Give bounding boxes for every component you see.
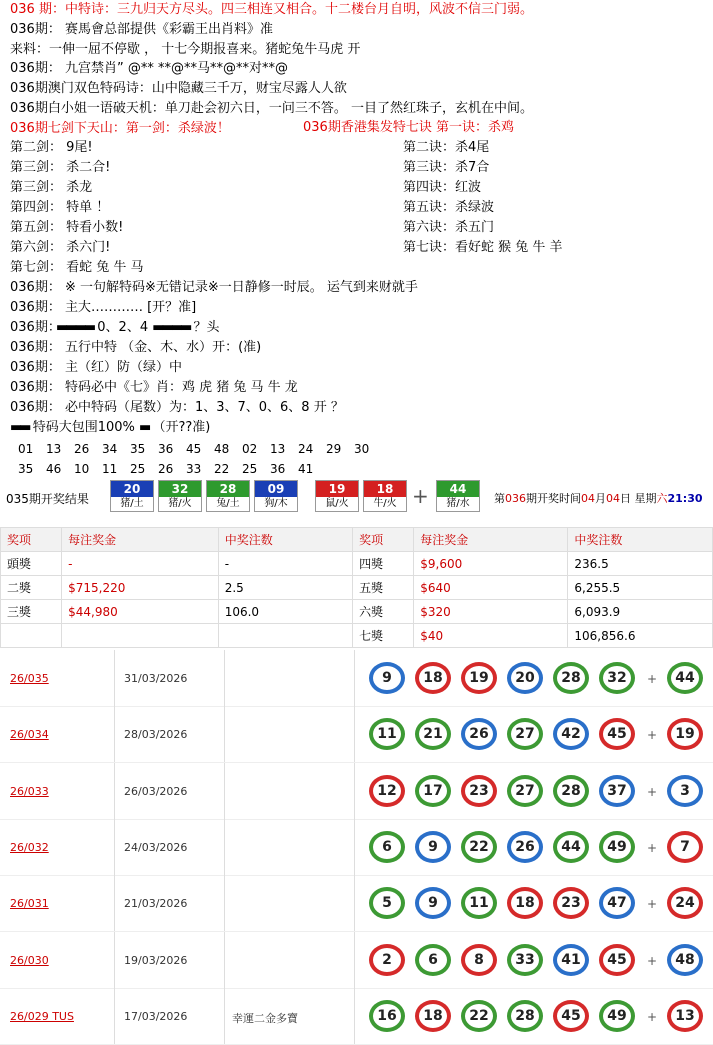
result-number: 32 <box>159 481 201 497</box>
jue-line: 第七诀：看好蛇 猴 兔 牛 羊 <box>403 240 563 255</box>
text-line: 来料：一伸一屈不停歇 ， 十七今期报喜来。猪蛇兔牛马虎 开 <box>10 41 361 57</box>
prize-row <box>1 576 713 600</box>
sword-line: 第五剑： 特看小数! <box>10 220 124 235</box>
special-ball: 24 <box>667 887 703 919</box>
history-row <box>0 706 713 763</box>
column-divider <box>224 932 225 988</box>
prize-cell: 6,255.5 <box>568 576 713 600</box>
prize-header-cell: 奖项 <box>353 528 414 552</box>
prize-cell: - <box>62 552 219 576</box>
prize-cell: 236.5 <box>568 552 713 576</box>
prize-cell: 106,856.6 <box>568 624 713 648</box>
draw-date: 28/03/2026 <box>124 728 188 742</box>
number-cell: 48 <box>214 442 230 456</box>
prize-cell: $9,600 <box>414 552 568 576</box>
history-row <box>0 875 713 932</box>
result-zodiac: 猪/火 <box>159 497 201 511</box>
lottery-ball: 45 <box>599 944 635 976</box>
special-ball: 48 <box>667 944 703 976</box>
number-cell: 01 <box>18 442 34 456</box>
number-cell: 46 <box>46 462 62 476</box>
prize-row <box>1 600 713 624</box>
lottery-ball: 9 <box>369 662 405 694</box>
number-cell: 34 <box>102 442 118 456</box>
lottery-ball: 42 <box>553 718 589 750</box>
result-zodiac: 鼠/火 <box>316 497 358 511</box>
info-line: 036期： <box>10 320 61 335</box>
prize-cell: 6,093.9 <box>568 600 713 624</box>
column-divider <box>114 650 115 706</box>
lottery-ball: 22 <box>461 831 497 863</box>
plus-sign: + <box>647 784 658 799</box>
prize-cell: 三獎 <box>1 600 62 624</box>
lottery-ball: 18 <box>507 887 543 919</box>
draw-date: 31/03/2026 <box>124 672 188 685</box>
number-cell: 35 <box>130 442 146 456</box>
lottery-ball: 37 <box>599 775 635 807</box>
draw-date: 17/03/2026 <box>124 1009 188 1023</box>
lottery-ball: 23 <box>553 887 589 919</box>
special-ball: 44 <box>667 662 703 694</box>
number-cell: 33 <box>186 462 202 476</box>
jue-line: 第六诀：杀五门 <box>403 220 495 235</box>
info-line: 036期： 主（红）防（绿）中 <box>10 360 182 375</box>
lottery-ball: 28 <box>507 1000 543 1032</box>
lottery-ball: 23 <box>461 775 497 807</box>
number-cell: 13 <box>46 442 62 456</box>
prize-header-cell: 中奖注数 <box>218 528 352 552</box>
prize-cell: 2.5 <box>218 576 352 600</box>
jue-line: 第四诀：红波 <box>403 180 482 195</box>
result-number: 19 <box>316 481 358 497</box>
number-row-1 <box>18 440 382 458</box>
special-ball: 13 <box>667 1000 703 1032</box>
history-row <box>0 650 713 707</box>
bar-line <box>56 318 220 338</box>
special-ball: 19 <box>667 718 703 750</box>
text-line: 036期： 赛馬會总部提供《彩霸王出肖料》准 <box>10 21 273 37</box>
lottery-ball: 2 <box>369 944 405 976</box>
baobao-line <box>10 418 210 438</box>
prize-table <box>0 527 713 648</box>
column-divider <box>114 875 115 931</box>
lottery-ball: 32 <box>599 662 635 694</box>
lottery-ball: 41 <box>553 944 589 976</box>
text-line: 036期七剑下天山：第一剑：杀绿波！ <box>10 120 230 136</box>
column-divider <box>114 819 115 875</box>
result-strip <box>0 478 713 514</box>
column-divider <box>114 932 115 988</box>
prize-cell: 頭獎 <box>1 552 62 576</box>
lottery-ball: 49 <box>599 831 635 863</box>
result-ball <box>110 480 154 512</box>
column-divider <box>114 706 115 762</box>
prize-header-cell: 中奖注数 <box>568 528 713 552</box>
prize-row <box>1 624 713 648</box>
column-divider <box>354 875 355 931</box>
prize-cell: $320 <box>414 600 568 624</box>
lottery-ball: 9 <box>415 831 451 863</box>
column-divider <box>224 650 225 706</box>
prize-cell <box>218 624 352 648</box>
bar-decoration: ▬▬▬▬ <box>152 320 190 335</box>
prize-cell: 七獎 <box>353 624 414 648</box>
number-cell: 45 <box>186 442 202 456</box>
draw-link[interactable]: 26/031 <box>10 897 49 911</box>
lottery-ball: 18 <box>415 662 451 694</box>
draw-date: 24/03/2026 <box>124 840 188 854</box>
result-number: 44 <box>437 481 479 497</box>
number-row-2 <box>18 460 326 478</box>
draw-link[interactable]: 26/035 <box>10 672 49 685</box>
column-divider <box>354 988 355 1044</box>
plus-sign: + <box>647 953 658 968</box>
result-label: 035期开奖结果 <box>6 492 89 506</box>
text-line: 036期白小姐一语破天机：单刀赴会初六日，一问三不答。 一目了然红珠子，玄机在中间。 <box>10 101 533 116</box>
draw-link[interactable]: 26/029 TUS <box>10 1009 74 1023</box>
prize-cell: $640 <box>414 576 568 600</box>
history-row <box>0 932 713 989</box>
lottery-ball: 28 <box>553 775 589 807</box>
baobao-tail: （开??准) <box>152 420 211 435</box>
result-zodiac: 猪/土 <box>111 497 153 511</box>
history-row <box>0 819 713 876</box>
info-line: 036期： ※ 一句解特码※无错记录※一日静修一时辰。 运气到来财就手 <box>10 280 418 295</box>
bar-line-tail: ？头 <box>193 320 220 335</box>
draw-note: 幸運二金多寶 <box>232 1011 298 1025</box>
lottery-ball: 28 <box>553 662 589 694</box>
jue-line: 第二诀：杀4尾 <box>403 140 490 155</box>
lottery-ball: 47 <box>599 887 635 919</box>
lottery-ball: 44 <box>553 831 589 863</box>
history-row <box>0 763 713 820</box>
lottery-ball: 8 <box>461 944 497 976</box>
plus-sign: + <box>647 728 658 743</box>
lottery-ball: 33 <box>507 944 543 976</box>
special-ball: 3 <box>667 775 703 807</box>
prize-cell: 五獎 <box>353 576 414 600</box>
prize-cell: $40 <box>414 624 568 648</box>
lottery-ball: 21 <box>415 718 451 750</box>
prize-cell <box>1 624 62 648</box>
column-divider <box>224 875 225 931</box>
prize-cell: 六獎 <box>353 600 414 624</box>
number-cell: 22 <box>214 462 230 476</box>
special-ball: 7 <box>667 831 703 863</box>
lottery-ball: 27 <box>507 775 543 807</box>
column-divider <box>354 706 355 762</box>
bar-decoration: ▬ <box>139 420 149 435</box>
sword-line: 第二剑： 9尾! <box>10 140 93 155</box>
number-cell: 26 <box>158 462 174 476</box>
lottery-ball: 6 <box>415 944 451 976</box>
prize-header-row <box>1 528 713 552</box>
prize-cell: - <box>218 552 352 576</box>
column-divider <box>224 763 225 819</box>
sword-line: 第六剑： 杀六门! <box>10 240 111 255</box>
hk-title: 036期香港集发特七诀 第一诀：杀鸡 <box>303 120 514 135</box>
prize-cell: 二獎 <box>1 576 62 600</box>
bar-line-text: 0、2、4 <box>97 320 149 335</box>
lottery-ball: 5 <box>369 887 405 919</box>
result-number: 28 <box>207 481 249 497</box>
column-divider <box>354 819 355 875</box>
sword-line: 第三剑： 杀龙 <box>10 180 93 195</box>
prize-row <box>1 552 713 576</box>
number-cell: 41 <box>298 462 314 476</box>
number-cell: 25 <box>130 462 146 476</box>
lottery-ball: 26 <box>507 831 543 863</box>
result-zodiac: 牛/火 <box>364 497 406 511</box>
lottery-ball: 45 <box>599 718 635 750</box>
result-ball <box>363 480 407 512</box>
number-cell: 26 <box>74 442 90 456</box>
number-cell: 13 <box>270 442 286 456</box>
lottery-ball: 27 <box>507 718 543 750</box>
plus-sign: + <box>647 672 658 686</box>
plus-sign: + <box>412 484 429 508</box>
prize-header-cell: 奖项 <box>1 528 62 552</box>
prize-cell: $44,980 <box>62 600 219 624</box>
lottery-ball: 26 <box>461 718 497 750</box>
column-divider <box>224 819 225 875</box>
prize-cell: 106.0 <box>218 600 352 624</box>
column-divider <box>354 932 355 988</box>
column-divider <box>354 650 355 706</box>
result-zodiac: 兔/土 <box>207 497 249 511</box>
lottery-ball: 16 <box>369 1000 405 1032</box>
result-special-ball <box>436 480 480 512</box>
result-ball <box>254 480 298 512</box>
draw-link[interactable]: 26/032 <box>10 840 49 854</box>
lottery-ball: 11 <box>461 887 497 919</box>
number-cell: 36 <box>270 462 286 476</box>
jue-line: 第三诀：杀7合 <box>403 160 490 175</box>
number-cell: 35 <box>18 462 34 476</box>
column-divider <box>114 763 115 819</box>
lottery-ball: 12 <box>369 775 405 807</box>
lottery-ball: 6 <box>369 831 405 863</box>
number-cell: 02 <box>242 442 258 456</box>
column-divider <box>224 988 225 1044</box>
lottery-ball: 17 <box>415 775 451 807</box>
number-cell: 25 <box>242 462 258 476</box>
number-cell: 10 <box>74 462 90 476</box>
column-divider <box>354 763 355 819</box>
result-number: 09 <box>255 481 297 497</box>
plus-sign: + <box>647 897 658 912</box>
bar-decoration: ▬▬▬▬ <box>56 320 94 335</box>
prize-cell: $715,220 <box>62 576 219 600</box>
baobao-text: 特码大包围100% <box>32 420 135 435</box>
lottery-ball: 45 <box>553 1000 589 1032</box>
lottery-ball: 9 <box>415 887 451 919</box>
column-divider <box>114 988 115 1044</box>
result-ball <box>206 480 250 512</box>
sword-line: 第三剑： 杀二合! <box>10 160 111 175</box>
prize-header-cell: 每注奖金 <box>414 528 568 552</box>
number-cell: 29 <box>326 442 342 456</box>
result-zodiac: 猪/水 <box>437 497 479 511</box>
draw-date: 21/03/2026 <box>124 897 188 911</box>
lottery-ball: 19 <box>461 662 497 694</box>
lottery-ball: 49 <box>599 1000 635 1032</box>
text-line: 036期： 九宫禁肖” @** **@**马**@**对**@ <box>10 61 288 77</box>
result-zodiac: 狗/木 <box>255 497 297 511</box>
result-ball <box>158 480 202 512</box>
prize-cell: 四獎 <box>353 552 414 576</box>
prize-header-cell: 每注奖金 <box>62 528 219 552</box>
info-line: 036期： 主大………… [开？准] <box>10 300 197 315</box>
lottery-ball: 11 <box>369 718 405 750</box>
bar-decoration: ▬▬ <box>10 420 29 435</box>
jue-line: 第五诀：杀绿波 <box>403 200 495 215</box>
lottery-ball: 22 <box>461 1000 497 1032</box>
draw-date: 19/03/2026 <box>124 953 188 967</box>
text-line: 036期澳门双色特码诗：山中隐藏三千万，财宝尽露人人欲 <box>10 81 347 97</box>
plus-sign: + <box>647 840 658 855</box>
draw-link[interactable]: 26/034 <box>10 728 49 742</box>
sword-line: 第七剑： 看蛇 兔 牛 马 <box>10 260 144 275</box>
draw-link[interactable]: 26/030 <box>10 953 49 967</box>
info-line: 036期： 五行中特 （金、木、水）开：(准) <box>10 340 262 355</box>
info-line: 036期： 特码必中《七》肖：鸡 虎 猪 兔 马 牛 龙 <box>10 380 298 395</box>
info-line: 036期： 必中特码（尾数）为：1、3、7、0、6、8 开 ？ <box>10 400 344 415</box>
lottery-ball: 18 <box>415 1000 451 1032</box>
sword-line: 第四剑： 特单 ！ <box>10 200 110 215</box>
draw-time-info: 第036期开奖时间04月04日 星期六21:30 <box>494 492 703 505</box>
result-ball <box>315 480 359 512</box>
history-row <box>0 988 713 1045</box>
number-cell: 11 <box>102 462 118 476</box>
number-cell: 30 <box>354 442 370 456</box>
plus-sign: + <box>647 1009 658 1024</box>
column-divider <box>224 706 225 762</box>
result-number: 18 <box>364 481 406 497</box>
draw-date: 26/03/2026 <box>124 784 188 798</box>
number-cell: 24 <box>298 442 314 456</box>
result-number: 20 <box>111 481 153 497</box>
text-line: 036 期：中特诗：三九归天方尽头。四三相连又相合。十二楼台月自明，风波不信三门弱。 <box>10 2 533 17</box>
number-cell: 36 <box>158 442 174 456</box>
prize-cell <box>62 624 219 648</box>
draw-link[interactable]: 26/033 <box>10 784 49 798</box>
lottery-ball: 20 <box>507 662 543 694</box>
